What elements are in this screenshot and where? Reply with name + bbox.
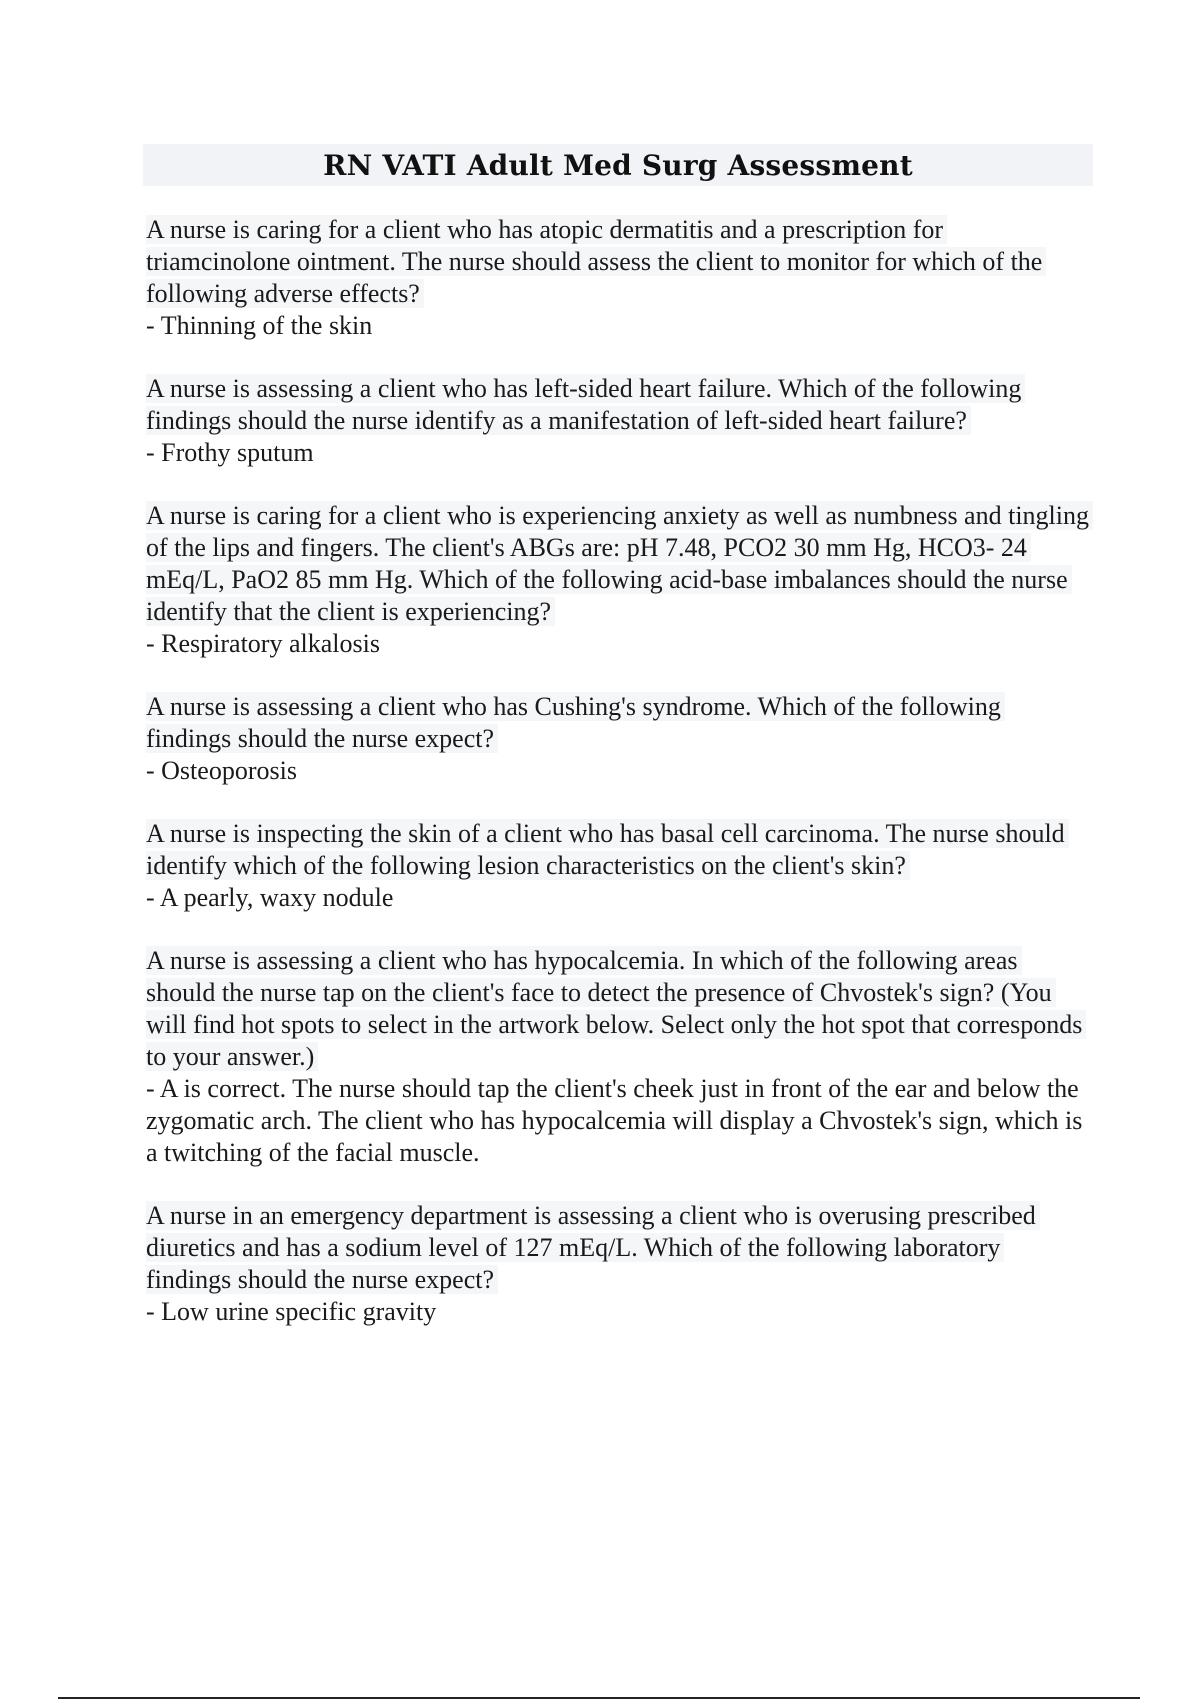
question-text: A nurse is assessing a client who has left-sided heart failure. Which of the following findings should the nurse identify as a manifestation of left-sided heart failure? — [146, 374, 1025, 435]
question-text: A nurse is assessing a client who has Cushing's syndrome. Which of the following findings should the nurse expect? — [146, 692, 1005, 753]
document-title: RN VATI Adult Med Surg Assessment — [323, 148, 913, 182]
footer-divider — [58, 1697, 1140, 1699]
qa-item — [146, 214, 1091, 342]
answer-text: - Osteoporosis — [146, 756, 297, 785]
qa-item — [146, 818, 1091, 914]
question-text: A nurse is caring for a client who is experiencing anxiety as well as numbness and tingling of the lips and fingers. The client's ABGs are: pH 7.48, PCO2 30 mm Hg, HCO3- 24 mEq/L, PaO2 85 mm Hg. Which of the following acid-base imbalances should the nurse identify that the client is experiencing? — [146, 501, 1093, 626]
question-text: A nurse is caring for a client who has atopic dermatitis and a prescription for triamcinolone ointment. The nurse should assess the client to monitor for which of the following adverse effects? — [146, 215, 1046, 308]
title-bar — [143, 144, 1093, 186]
qa-item — [146, 1200, 1091, 1328]
question-text: A nurse is inspecting the skin of a client who has basal cell carcinoma. The nurse should identify which of the following lesion characteristics on the client's skin? — [146, 819, 1069, 880]
answer-text: - Frothy sputum — [146, 438, 314, 467]
answer-text: - A is correct. The nurse should tap the client's cheek just in front of the ear and below the zygomatic arch. The client who has hypocalcemia will display a Chvostek's sign, which is a twitching of the facial muscle. — [146, 1074, 1083, 1167]
answer-text: - Thinning of the skin — [146, 311, 373, 340]
qa-item — [146, 500, 1091, 660]
qa-item — [146, 373, 1091, 469]
question-text: A nurse is assessing a client who has hypocalcemia. In which of the following areas should the nurse tap on the client's face to detect the presence of Chvostek's sign? (You will find hot spots to select in the artwork below. Select only the hot spot that corresponds to your answer.) — [146, 946, 1086, 1071]
question-text: A nurse in an emergency department is assessing a client who is overusing prescribed diuretics and has a sodium level of 127 mEq/L. Which of the following laboratory findings should the nurse expect? — [146, 1201, 1040, 1294]
qa-item — [146, 945, 1091, 1169]
qa-list — [146, 214, 1091, 1359]
qa-item — [146, 691, 1091, 787]
answer-text: - Respiratory alkalosis — [146, 629, 380, 658]
answer-text: - A pearly, waxy nodule — [146, 883, 394, 912]
answer-text: - Low urine specific gravity — [146, 1297, 437, 1326]
